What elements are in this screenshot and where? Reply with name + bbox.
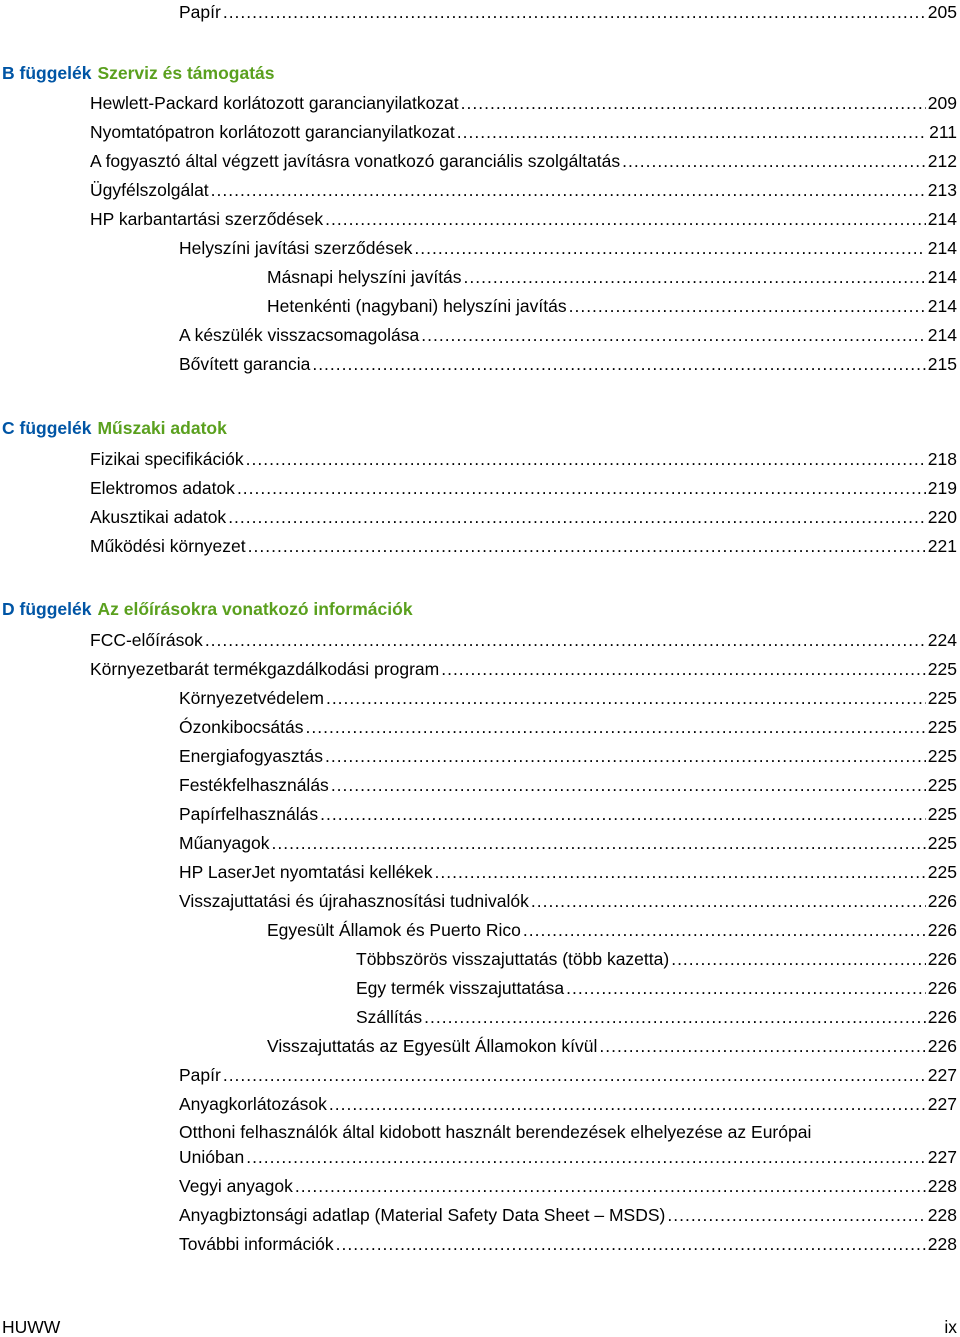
dot-leader <box>211 179 926 201</box>
toc-entry-label: A fogyasztó által végzett javításra vonatkozó garanciális szolgáltatás <box>90 151 621 171</box>
toc-entry[interactable] <box>267 1035 957 1057</box>
section-title: Az előírásokra vonatkozó információk <box>97 599 413 619</box>
toc-entry[interactable] <box>90 506 957 528</box>
toc-entry-page: 214 <box>927 325 957 345</box>
toc-entry-label: Bővített garancia <box>179 354 311 374</box>
dot-leader <box>461 92 926 114</box>
toc-entry-page: 226 <box>927 949 957 969</box>
dot-leader <box>523 919 926 941</box>
toc-entry-label: Papírfelhasználás <box>179 804 319 824</box>
section-prefix: B függelék <box>2 63 92 83</box>
toc-entry[interactable] <box>179 324 957 346</box>
toc-entry[interactable] <box>179 353 957 375</box>
toc-entry-page: 228 <box>927 1234 957 1254</box>
toc-entry[interactable] <box>90 658 957 680</box>
section-heading-appendix-d[interactable] <box>2 598 413 620</box>
dot-leader <box>671 948 926 970</box>
dot-leader <box>306 716 926 738</box>
toc-entry[interactable] <box>179 1 957 23</box>
toc-entry[interactable] <box>90 448 957 470</box>
toc-entry-label: Visszajuttatási és újrahasznosítási tudnivalók <box>179 891 529 911</box>
section-prefix: D függelék <box>2 599 92 619</box>
toc-entry-label: Elektromos adatok <box>90 478 235 498</box>
footer-doc-code: HUWW <box>2 1317 61 1337</box>
dot-leader <box>271 832 925 854</box>
toc-entry-page: 214 <box>927 238 957 258</box>
toc-entry-page: 225 <box>927 688 957 708</box>
dot-leader <box>329 1093 926 1115</box>
toc-entry-page: 225 <box>927 804 957 824</box>
toc-entry-label: További információk <box>179 1234 334 1254</box>
dot-leader <box>246 448 926 470</box>
toc-entry-label: Papír <box>179 2 221 22</box>
toc-entry-line2 <box>179 1145 957 1170</box>
dot-leader <box>421 324 926 346</box>
toc-entry-page: 228 <box>927 1176 957 1196</box>
toc-entry-label: Hetenkénti (nagybani) helyszíni javítás <box>267 296 567 316</box>
dot-leader <box>531 890 926 912</box>
toc-entry[interactable] <box>267 295 957 317</box>
dot-leader <box>223 1 926 23</box>
toc-entry-label: Fizikai specifikációk <box>90 449 244 469</box>
toc-entry-page: 219 <box>927 478 957 498</box>
dot-leader <box>246 1145 926 1170</box>
toc-entry-label: Működési környezet <box>90 536 246 556</box>
toc-entry-label: Otthoni felhasználók által kidobott használt berendezések elhelyezése az Európai <box>179 1122 812 1142</box>
toc-entry[interactable] <box>90 535 957 557</box>
toc-entry[interactable] <box>179 861 957 883</box>
toc-entry-label: A készülék visszacsomagolása <box>179 325 420 345</box>
toc-entry-label: Akusztikai adatok <box>90 507 227 527</box>
dot-leader <box>336 1233 926 1255</box>
dot-leader <box>228 506 926 528</box>
toc-entry-label: Szállítás <box>356 1007 423 1027</box>
toc-entry[interactable] <box>179 687 957 709</box>
toc-entry[interactable] <box>90 629 957 651</box>
toc-entry[interactable] <box>179 1093 957 1115</box>
toc-entry-label: Ózonkibocsátás <box>179 717 304 737</box>
dot-leader <box>457 121 927 143</box>
dot-leader <box>248 535 926 557</box>
dot-leader <box>667 1204 925 1226</box>
toc-entry-page: 225 <box>927 775 957 795</box>
toc-entry[interactable] <box>267 266 957 288</box>
toc-entry-page: 225 <box>927 833 957 853</box>
dot-leader <box>325 745 926 767</box>
toc-entry-page: 225 <box>927 659 957 679</box>
toc-entry-label: Anyagbiztonsági adatlap (Material Safety Data Sheet – MSDS) <box>179 1205 666 1225</box>
toc-entry-page: 212 <box>927 151 957 171</box>
toc-entry-label: Helyszíni javítási szerződések <box>179 238 413 258</box>
toc-entry-page: 227 <box>927 1065 957 1085</box>
toc-entry-label: Nyomtatópatron korlátozott garancianyilatkozat <box>90 122 455 142</box>
toc-entry-page: 209 <box>927 93 957 113</box>
toc-entry-page: 211 <box>929 122 957 142</box>
toc-entry-page: 214 <box>927 296 957 316</box>
toc-entry-label: Vegyi anyagok <box>179 1176 293 1196</box>
toc-entry[interactable] <box>356 948 957 970</box>
footer-page-number: ix <box>944 1317 957 1337</box>
toc-entry-page: 215 <box>927 354 957 374</box>
toc-entry-page: 213 <box>927 180 957 200</box>
toc-entry-page: 226 <box>927 920 957 940</box>
toc-entry-page: 227 <box>927 1147 957 1167</box>
toc-entry[interactable] <box>179 745 957 767</box>
toc-entry-label: Többszörös visszajuttatás (több kazetta) <box>356 949 670 969</box>
toc-entry-label: Környezetbarát termékgazdálkodási program <box>90 659 440 679</box>
toc-entry[interactable] <box>356 1006 957 1028</box>
toc-entry[interactable] <box>90 92 957 114</box>
toc-entry-page: 224 <box>927 630 957 650</box>
toc-entry-label: Környezetvédelem <box>179 688 324 708</box>
dot-leader <box>312 353 925 375</box>
toc-entry[interactable] <box>90 477 957 499</box>
toc-entry[interactable] <box>179 716 957 738</box>
toc-entry-page: 227 <box>927 1094 957 1114</box>
dot-leader <box>441 658 926 680</box>
toc-entry-page: 220 <box>927 507 957 527</box>
toc-entry-page: 214 <box>927 209 957 229</box>
toc-entry[interactable] <box>179 237 957 259</box>
toc-entry-label: HP karbantartási szerződések <box>90 209 324 229</box>
toc-entry-label: Papír <box>179 1065 221 1085</box>
toc-entry[interactable] <box>179 1204 957 1226</box>
section-title: Műszaki adatok <box>97 418 227 438</box>
dot-leader <box>622 150 926 172</box>
toc-entry-label: Műanyagok <box>179 833 270 853</box>
dot-leader <box>205 629 926 651</box>
toc-entry-label: HP LaserJet nyomtatási kellékek <box>179 862 433 882</box>
toc-entry[interactable] <box>90 121 957 143</box>
dot-leader <box>320 803 926 825</box>
toc-entry-label: Másnapi helyszíni javítás <box>267 267 462 287</box>
dot-leader <box>566 977 926 999</box>
toc-entry-page: 225 <box>927 746 957 766</box>
toc-entry-page: 205 <box>927 2 957 22</box>
dot-leader <box>464 266 926 288</box>
toc-entry[interactable] <box>90 208 957 230</box>
toc-entry[interactable] <box>179 1064 957 1086</box>
toc-entry-page: 225 <box>927 862 957 882</box>
toc-entry[interactable] <box>179 774 957 796</box>
toc-entry-label: Ügyfélszolgálat <box>90 180 209 200</box>
toc-entry-page: 226 <box>927 1007 957 1027</box>
toc-entry[interactable] <box>90 150 957 172</box>
toc-entry-label: Energiafogyasztás <box>179 746 323 766</box>
toc-entry-label: Anyagkorlátozások <box>179 1094 327 1114</box>
dot-leader <box>569 295 926 317</box>
toc-entry[interactable] <box>179 1175 957 1197</box>
toc-entry[interactable] <box>179 832 957 854</box>
toc-entry-page: 225 <box>927 717 957 737</box>
dot-leader <box>414 237 925 259</box>
toc-entry[interactable] <box>179 890 957 912</box>
dot-leader <box>331 774 926 796</box>
section-heading-appendix-c[interactable] <box>2 417 227 439</box>
toc-entry-page: 228 <box>927 1205 957 1225</box>
toc-entry[interactable] <box>90 179 957 201</box>
toc-entry-label: Egy termék visszajuttatása <box>356 978 565 998</box>
toc-entry-page: 218 <box>927 449 957 469</box>
toc-entry-label: FCC-előírások <box>90 630 203 650</box>
dot-leader <box>435 861 926 883</box>
toc-entry[interactable] <box>179 803 957 825</box>
section-title: Szerviz és támogatás <box>97 63 275 83</box>
dot-leader <box>424 1006 926 1028</box>
toc-entry[interactable] <box>267 919 957 941</box>
section-prefix: C függelék <box>2 418 92 438</box>
dot-leader <box>599 1035 925 1057</box>
toc-entry-label: Egyesült Államok és Puerto Rico <box>267 920 521 940</box>
toc-entry-page: 214 <box>927 267 957 287</box>
toc-entry-page: 226 <box>927 891 957 911</box>
toc-entry-label: Festékfelhasználás <box>179 775 329 795</box>
dot-leader <box>325 208 926 230</box>
dot-leader <box>295 1175 926 1197</box>
toc-entry[interactable] <box>179 1233 957 1255</box>
toc-entry-multiline[interactable] <box>179 1120 957 1170</box>
toc-entry[interactable] <box>356 977 957 999</box>
dot-leader <box>326 687 926 709</box>
dot-leader <box>223 1064 926 1086</box>
toc-entry-label: Hewlett-Packard korlátozott garancianyilatkozat <box>90 93 459 113</box>
section-heading-appendix-b[interactable] <box>2 62 275 84</box>
toc-entry-page: 226 <box>927 978 957 998</box>
toc-entry-page: 221 <box>927 536 957 556</box>
toc-entry-label: Visszajuttatás az Egyesült Államokon kívül <box>267 1036 598 1056</box>
dot-leader <box>237 477 926 499</box>
toc-entry-page: 226 <box>927 1036 957 1056</box>
toc-entry-label-cont: Unióban <box>179 1147 245 1167</box>
